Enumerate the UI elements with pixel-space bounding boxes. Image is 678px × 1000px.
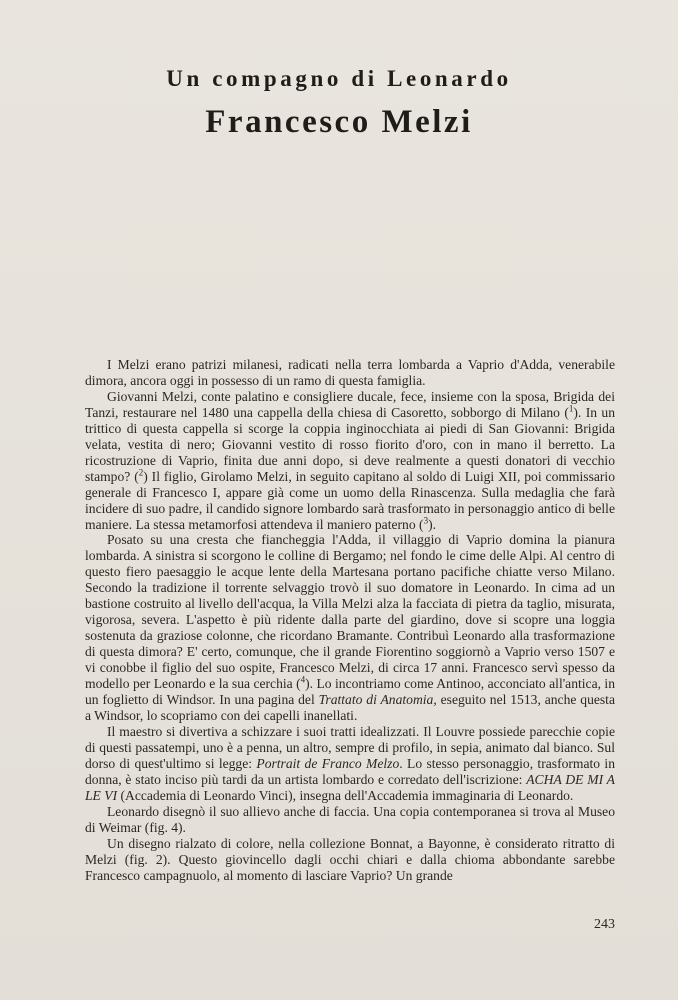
paragraph-2-text-a: Giovanni Melzi, conte palatino e consigliere ducale, fece, insieme con la sposa, Brigida dei Tanzi, restaurare nel 1480 una cappella della chiesa di Casoretto, sobborgo di Milano ( — [85, 388, 615, 420]
paragraph-2-text-d: ). — [428, 516, 437, 532]
paragraph-3-text-a: Posato su una cresta che fiancheggia l'Adda, il villaggio di Vaprio domina la pianura lombarda. A sinistra si scorgono le colline di Bergamo; nel fondo le cime delle Alpi. Al centro di questo fiero paesaggio le acque lente della Martesana portano pacifiche chiatte verso Milano. Secondo la tradizione il torrente selvaggio trovò il suo domatore in Leonardo. In cima ad un bastione costruito al livello dell'acqua, la Villa Melzi alza la facciata di pietra da taglio, misurata, vigorosa, severa. L'aspetto è più ridente dalla parte del giardino, dove si scopre una loggia sostenuta da graziose colonne, che ricordano Bramante. Contribuì Leonardo alla trasformazione di questa dimora? E' certo, comunque, che il grande Fiorentino soggiornò a Vaprio verso 1507 e vi conobbe il figlio del suo ospite, Francesco Melzi, di circa 17 anni. Francesco servì spesso da modello per Leonardo e la sua cerchia ( — [85, 532, 615, 692]
paragraph-2-text-b: ). In un trittico di questa cappella si scorge la coppia inginocchiata ai piedi di San Giovanni: Brigida velata, vestita di nero; Giovanni vestito di rosso fiorito d'oro, con in mano il berretto. La ricostruzione di Vaprio, finita due anni dopo, si deve realmente a questi donatori di vecchio stampo? ( — [85, 404, 616, 484]
paragraph-2 — [85, 389, 615, 533]
footnote-ref-4: 4 — [300, 674, 306, 685]
footnote-ref-2: 2 — [138, 467, 144, 478]
chapter-title: Francesco Melzi — [205, 104, 473, 140]
paragraph-3 — [85, 532, 615, 723]
paragraph-4-text-c: (Accademia di Leonardo Vinci), insegna dell'Accademia immaginaria di Leonardo. — [117, 787, 574, 803]
paragraph-3-text-b: ). Lo incontriamo come Antinoo, acconciato all'antica, in un foglietto di Windsor. In una pagina del — [85, 676, 616, 708]
paragraph-6 — [85, 836, 615, 884]
page-number: 243 — [594, 917, 615, 932]
paragraph-6-text: Un disegno rialzato di colore, nella collezione Bonnat, a Bayonne, è considerato ritratto di Melzi (fig. 2). Questo giovincello dagli occhi chiari e dalla chioma abbondante sarebbe Francesco campagnuolo, al momento di lasciare Vaprio? Un grande — [85, 835, 615, 883]
paragraph-5 — [85, 804, 615, 836]
paragraph-3-text-c: , eseguito nel 1513, anche questa a Windsor, lo scopriamo con dei capelli inanellati. — [85, 692, 615, 723]
body-text — [85, 357, 615, 883]
footnote-ref-1: 1 — [568, 403, 574, 414]
paragraph-5-text: Leonardo disegnò il suo allievo anche di faccia. Una copia contemporanea si trova al Museo di Weimar (fig. 4). — [85, 803, 615, 835]
chapter-subtitle: Un compagno di Leonardo — [166, 66, 512, 91]
paragraph-4-text-b: . Lo stesso personaggio, trasformato in donna, è stato inciso più tardi da un artista lombardo e corredato dell'iscrizione: — [85, 755, 616, 787]
paragraph-4 — [85, 724, 615, 804]
paragraph-1 — [85, 357, 615, 389]
paragraph-1-text: I Melzi erano patrizi milanesi, radicati nella terra lombarda a Vaprio d'Adda, venerabile dimora, ancora oggi in possesso di un ramo di questa famiglia. — [85, 357, 615, 388]
work-title-trattato: Trattato di Anatomia — [318, 692, 434, 708]
paragraph-2-text-c: ) Il figlio, Girolamo Melzi, in seguito capitano al soldo di Luigi XII, poi commissario generale di Francesco I, appare già come un uomo della Rinascenza. Sulla medaglia che farà incidere di suo padre, il candido signore lombardo sarà trasformato in personaggio antico di belle maniere. La stessa metamorfosi attendeva il maniero paterno ( — [85, 468, 615, 532]
inscription-accademia: ACHA DE MI A LE VI — [85, 771, 615, 803]
inscription-portrait: Portrait de Franco Melzo — [256, 755, 400, 771]
paragraph-4-text-a: Il maestro si divertiva a schizzare i suoi tratti idealizzati. Il Louvre possiede parecchie copie di questi passatempi, uno è a penna, un altro, sempre di profilo, in sepia, animato dal bianco. Sul dorso di quest'ultimo si legge: — [85, 723, 615, 771]
footnote-ref-3: 3 — [423, 515, 429, 525]
